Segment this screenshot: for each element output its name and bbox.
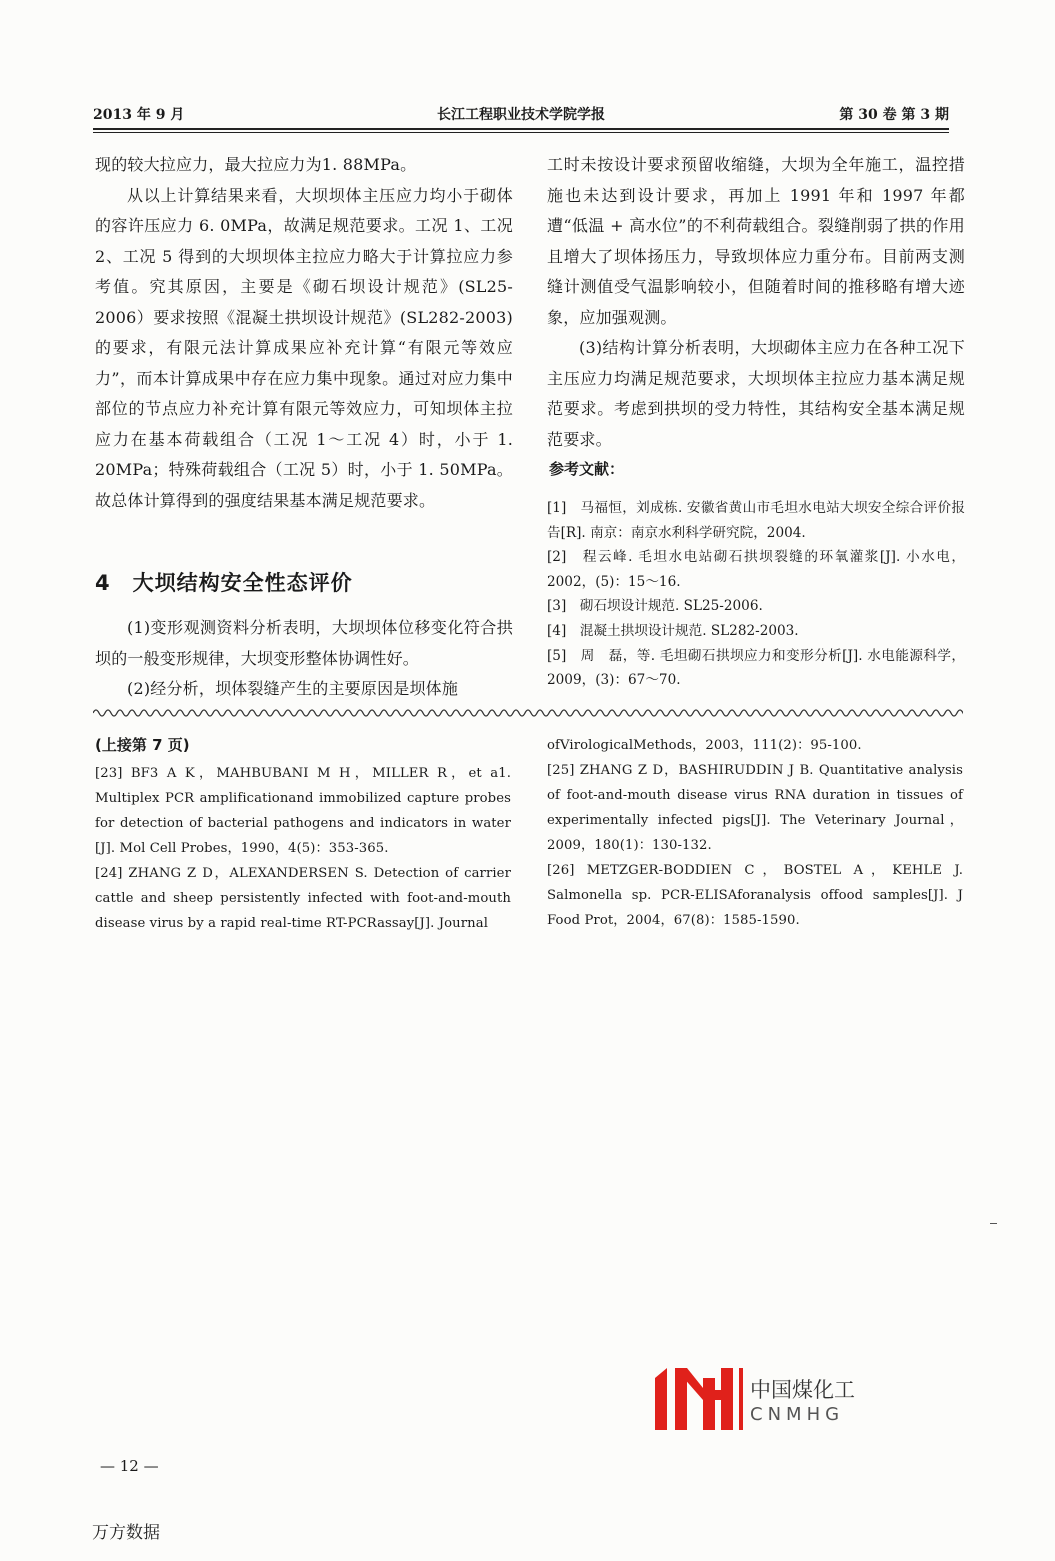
bottom-left-column (95, 733, 511, 936)
reference-list (547, 496, 965, 693)
reference-item: [25] ZHANG Z D，BASHIRUDDIN J B. Quantitative analysis of foot-and-mouth disease virus RNA duration in tissues of experimentally infected pigs[J]. The Veterinary Journal，2009，180(1)：130-132. (547, 763, 963, 853)
header-rule-thick (93, 128, 949, 130)
section-title: 大坝结构安全性态评价 (132, 571, 353, 595)
wavy-divider (93, 706, 963, 720)
reference-item: [4] 混凝土拱坝设计规范. SL282-2003. (547, 622, 799, 639)
reference-item: [3] 砌石坝设计规范. SL25-2006. (547, 598, 763, 615)
reference-item: ofVirologicalMethods，2003，111(2)：95-100. (547, 738, 862, 753)
continued-from-label: (上接第 7 页) (95, 736, 190, 754)
reference-item: [2] 程云峰. 毛坦水电站砌石拱坝裂缝的环氧灌浆[J]. 小水电，2002，(5)：15～16. (547, 549, 965, 590)
section-heading (95, 567, 353, 597)
paragraph: 工时未按设计要求预留收缩缝，大坝为全年施工，温控措施也未达到设计要求，再加上 1991 年和 1997 年都遭“低温 + 高水位”的不利荷载组合。裂缝削弱了拱的作用且增大了坝体扬压力，导致坝体应力重分布。目前两支测缝计测值受气温影响较小，但随着时间的推移略有增大迹象，应加强观测。 (547, 155, 965, 327)
margin-mark (990, 1223, 997, 1224)
bottom-right-column (547, 733, 963, 933)
left-column-lower (95, 613, 513, 705)
reference-item: [24] ZHANG Z D，ALEXANDERSEN S. Detection of carrier cattle and sheep persistently infected with foot-and-mouth disease virus by a rapid real-time RT-PCRassay[J]. Journal (95, 866, 511, 931)
references-title: 参考文献： (549, 460, 625, 478)
paragraph: 从以上计算结果来看，大坝坝体主压应力均小于砌体的容许压应力 6. 0MPa，故满足规范要求。工况 1、工况 2、工况 5 得到的大坝坝体主拉应力略大于计算拉应力参考值。究其原因，主要是《砌石坝设计规范》(SL25-2006）要求按照《混凝土拱坝设计规范》(SL282-2003)的要求，有限元法计算成果应补充计算“有限元等效应力”，而本计算成果中存在应力集中现象。通过对应力集中部位的节点应力补充计算有限元等效应力，可知坝体主拉应力在基本荷载组合（工况 1～工况 4）时，小于 1. 20MPa；特殊荷载组合（工况 5）时，小于 1. 50MPa。故总体计算得到的强度结果基本满足规范要求。 (95, 185, 513, 510)
reference-item: [23] BF3 A K，MAHBUBANI M H，MILLER R，et a1. Multiplex PCR amplificationand immobilized capture probes for detection of bacterial pathogens and indicators in water [J]. Mol Cell Probes，1990，4(5)：353-365. (95, 766, 511, 856)
page-number: — 12 — (100, 1457, 159, 1475)
logo-text-english: CNMHG (750, 1404, 845, 1425)
running-header (93, 104, 949, 126)
header-issue: 第 30 卷 第 3 期 (839, 107, 949, 123)
paragraph: (2)经分析，坝体裂缝产生的主要原因是坝体施 (127, 679, 459, 698)
right-column (547, 150, 965, 455)
paragraph: 现的较大拉应力，最大拉应力为1. 88MPa。 (95, 155, 417, 174)
reference-item: [5] 周 磊，等. 毛坦砌石拱坝应力和变形分析[J]. 水电能源科学，2009，(3)：67～70. (547, 647, 965, 689)
header-journal: 长江工程职业技术学院学报 (437, 107, 605, 123)
paragraph: (1)变形观测资料分析表明，大坝坝体位移变化符合拱坝的一般变形规律，大坝变形整体协调性好。 (95, 618, 513, 668)
left-column (95, 150, 513, 516)
header-date: 2013 年 9 月 (93, 107, 185, 123)
logo-text-chinese: 中国煤化工 (750, 1378, 855, 1402)
reference-item: [1] 马福恒，刘成栋. 安徽省黄山市毛坦水电站大坝安全综合评价报告[R]. 南京：南京水利科学研究院，2004. (547, 500, 965, 541)
reference-item: [26] METZGER-BODDIEN C，BOSTEL A，KEHLE J. Salmonella sp. PCR-ELISAforanalysis offood samples[J]. J Food Prot，2004，67(8)：1585-1590. (547, 863, 963, 928)
paragraph: (3)结构计算分析表明，大坝砌体主应力在各种工况下主压应力均满足规范要求，大坝坝体主拉应力基本满足规范要求。考虑到拱坝的受力特性，其结构安全基本满足规范要求。 (547, 338, 965, 449)
section-number: 4 (95, 571, 111, 595)
header-rule-thin (93, 132, 949, 133)
watermark-text: 万方数据 (92, 1523, 160, 1543)
